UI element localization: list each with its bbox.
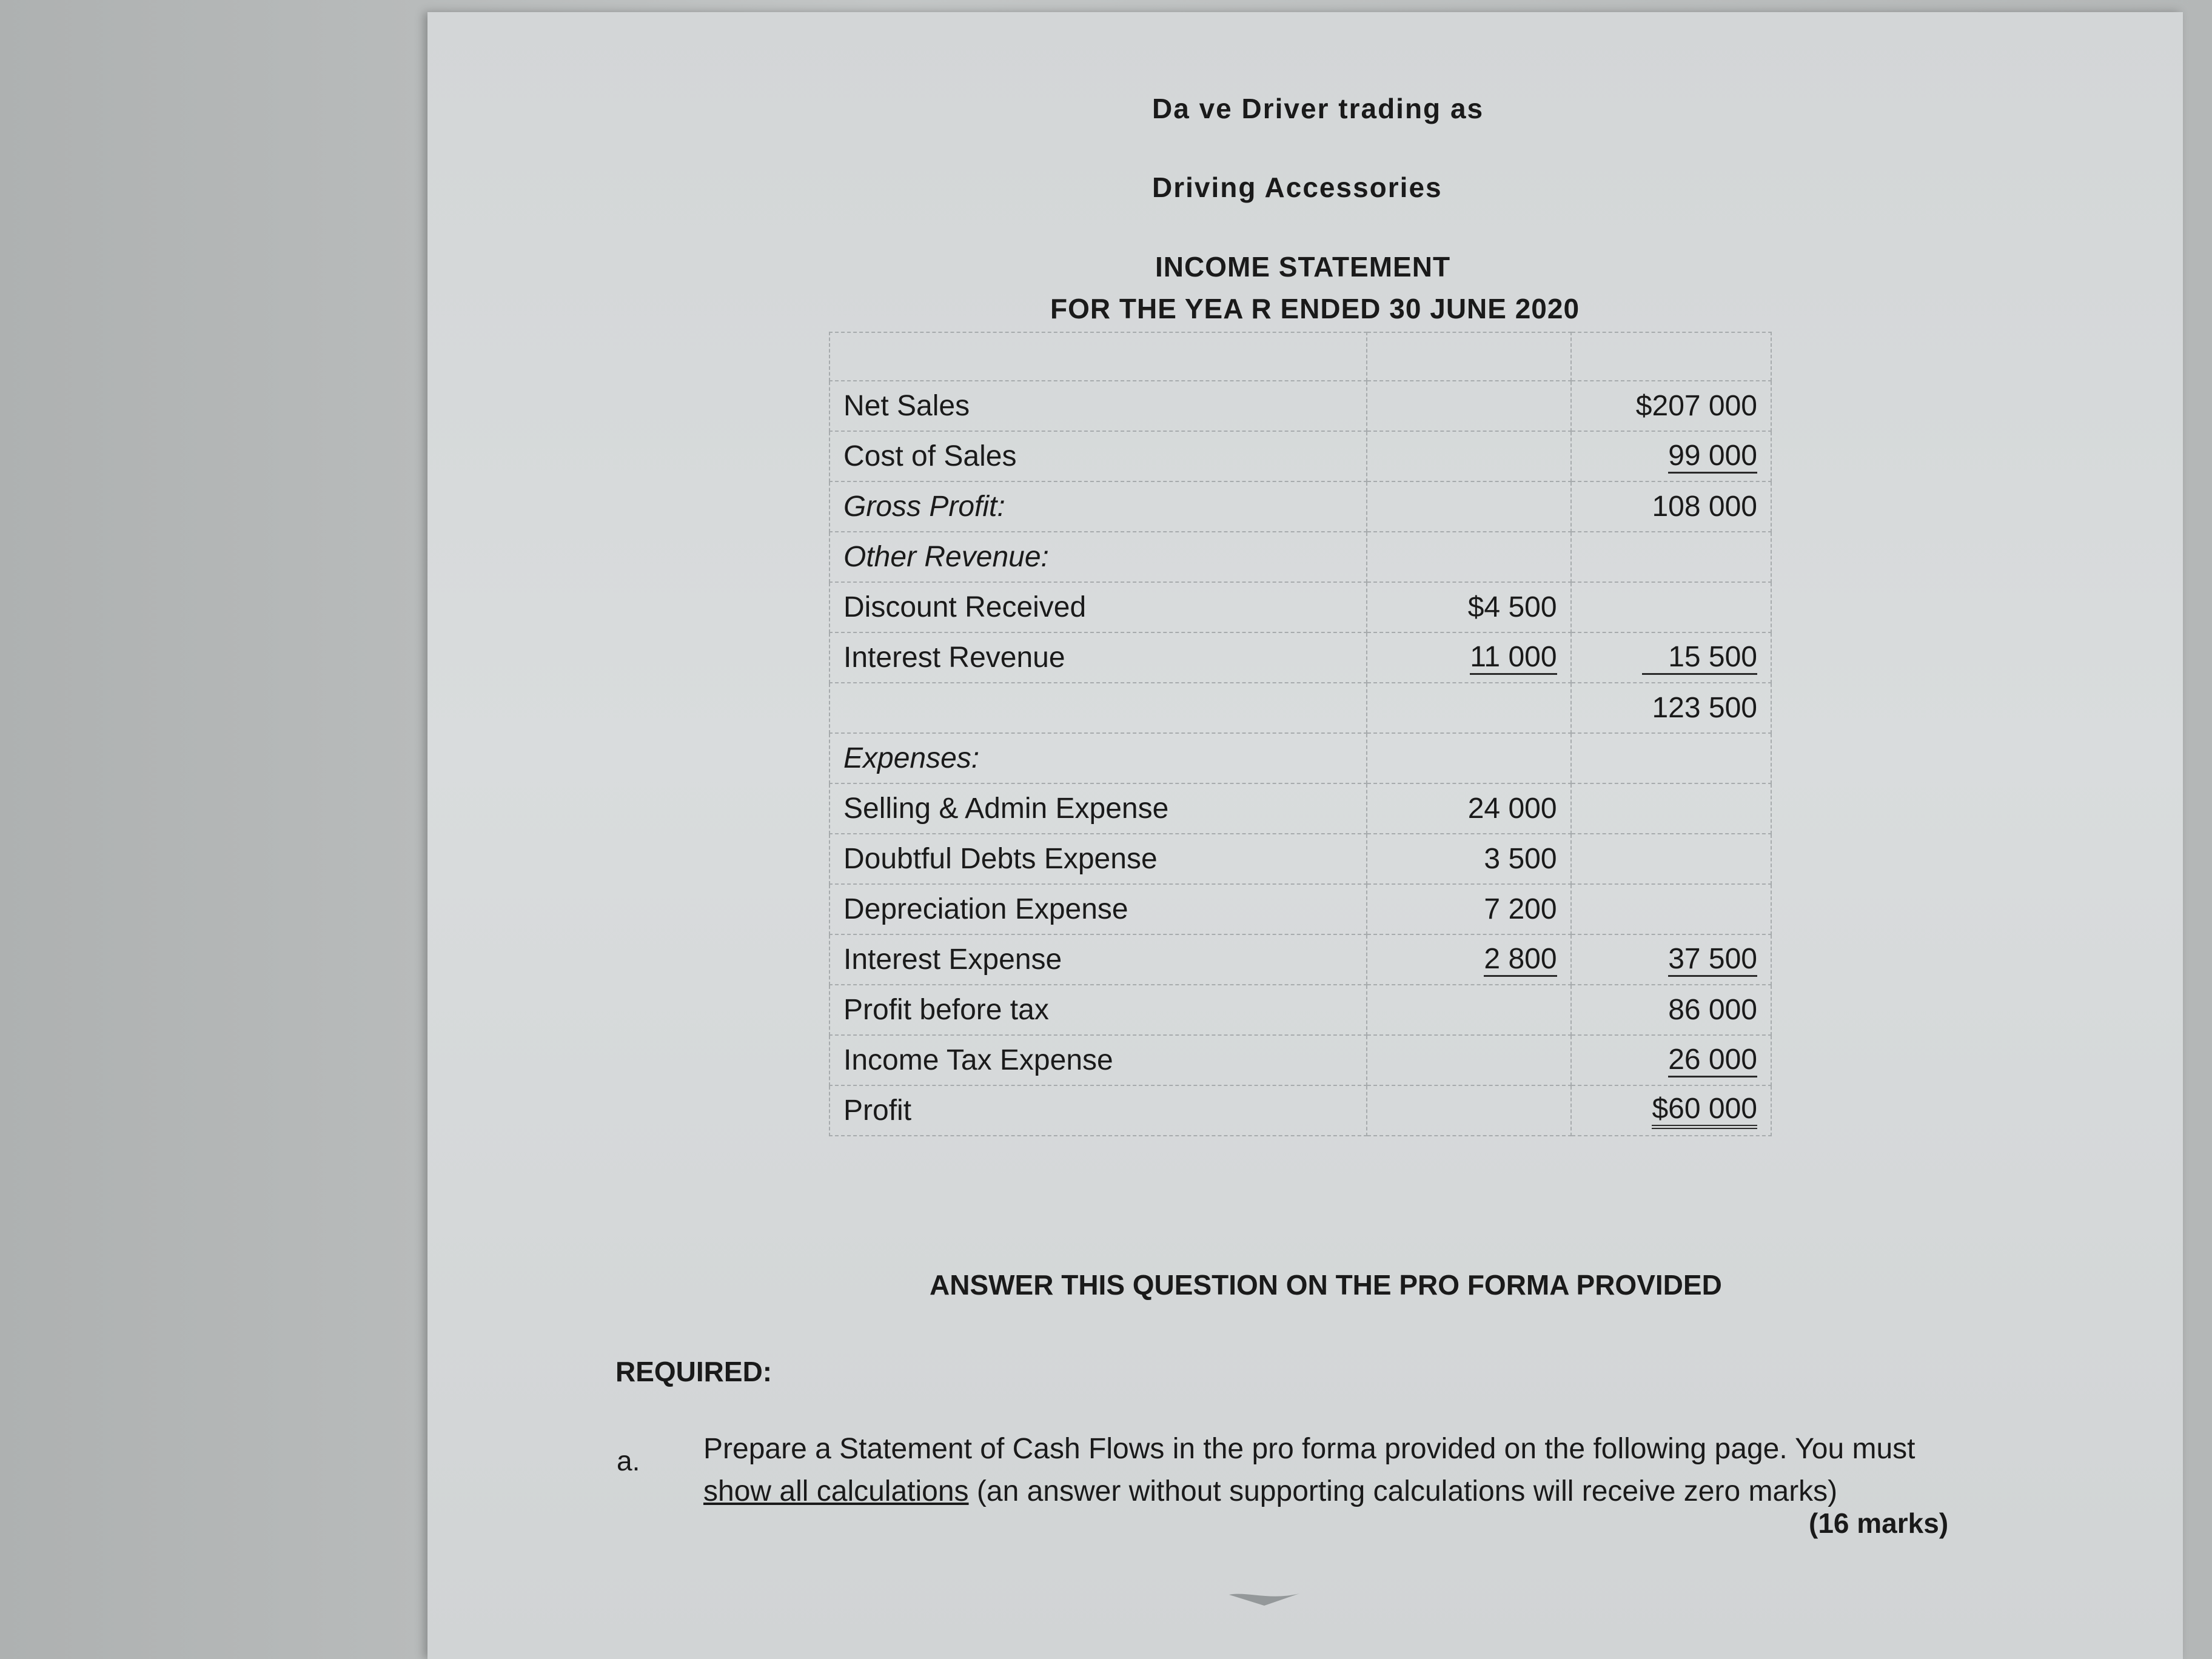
row-total: 86 000	[1571, 985, 1771, 1035]
question-text	[703, 1428, 1989, 1513]
required-heading: REQUIRED:	[615, 1356, 773, 1387]
question-emphasis: show all calculations	[703, 1475, 969, 1507]
question-number: a.	[617, 1445, 640, 1476]
marks-label: (16 marks)	[1809, 1507, 1949, 1539]
row-total: 99 000	[1668, 441, 1757, 473]
row-label: Interest Expense	[830, 934, 1367, 985]
row-total: $207 000	[1571, 381, 1771, 431]
row-label: Interest Revenue	[830, 632, 1367, 683]
table-row	[830, 632, 1771, 683]
row-label: Profit before tax	[830, 985, 1367, 1035]
table-row	[830, 783, 1771, 834]
table-row	[830, 431, 1771, 481]
table-row	[830, 934, 1771, 985]
statement-title: INCOME STATEMENT	[1155, 251, 1451, 283]
table-row	[830, 683, 1771, 733]
table-row	[830, 481, 1771, 532]
row-amount: 24 000	[1367, 783, 1571, 834]
row-label: Gross Profit:	[830, 481, 1367, 532]
row-total: $60 000	[1652, 1093, 1757, 1130]
row-label: Selling & Admin Expense	[830, 783, 1367, 834]
table-row	[830, 1085, 1771, 1136]
question-line-2	[703, 1470, 1989, 1513]
row-label: Depreciation Expense	[830, 884, 1367, 934]
row-total: 26 000	[1668, 1045, 1757, 1077]
row-label: Discount Received	[830, 582, 1367, 632]
company-name: Da ve Driver trading as	[1152, 93, 1484, 124]
section-heading: Other Revenue:	[830, 532, 1367, 582]
table-row	[830, 582, 1771, 632]
table-row	[830, 532, 1771, 582]
pen-mark-icon	[1228, 1589, 1301, 1607]
table-row	[830, 1035, 1771, 1085]
question-line-2-rest: (an answer without supporting calculations will receive zero marks)	[968, 1475, 1838, 1507]
table-row	[830, 985, 1771, 1035]
table-row	[830, 834, 1771, 884]
row-label: Cost of Sales	[830, 431, 1367, 481]
row-label: Net Sales	[830, 381, 1367, 431]
table-row	[830, 733, 1771, 783]
answer-instruction: ANSWER THIS QUESTION ON THE PRO FORMA PROVIDED	[930, 1269, 1722, 1301]
row-total: 123 500	[1571, 683, 1771, 733]
statement-period: FOR THE YEA R ENDED 30 JUNE 2020	[1050, 293, 1580, 324]
row-total: 108 000	[1571, 481, 1771, 532]
row-amount: 2 800	[1484, 944, 1557, 976]
table-row	[830, 381, 1771, 431]
business-name: Driving Accessories	[1152, 172, 1443, 203]
row-total: 37 500	[1668, 944, 1757, 976]
row-amount: 11 000	[1470, 642, 1557, 674]
row-amount: $4 500	[1367, 582, 1571, 632]
row-amount: 7 200	[1367, 884, 1571, 934]
row-label: Doubtful Debts Expense	[830, 834, 1367, 884]
row-label: Income Tax Expense	[830, 1035, 1367, 1085]
table-row	[830, 332, 1771, 381]
exam-page	[427, 12, 2183, 1659]
income-statement-table	[829, 332, 1772, 1136]
row-label: Profit	[830, 1085, 1367, 1136]
row-amount: 3 500	[1367, 834, 1571, 884]
section-heading: Expenses:	[830, 733, 1367, 783]
row-total: 15 500	[1642, 642, 1757, 674]
question-line-1: Prepare a Statement of Cash Flows in the pro forma provided on the following page. You must	[703, 1433, 1915, 1465]
table-row	[830, 884, 1771, 934]
